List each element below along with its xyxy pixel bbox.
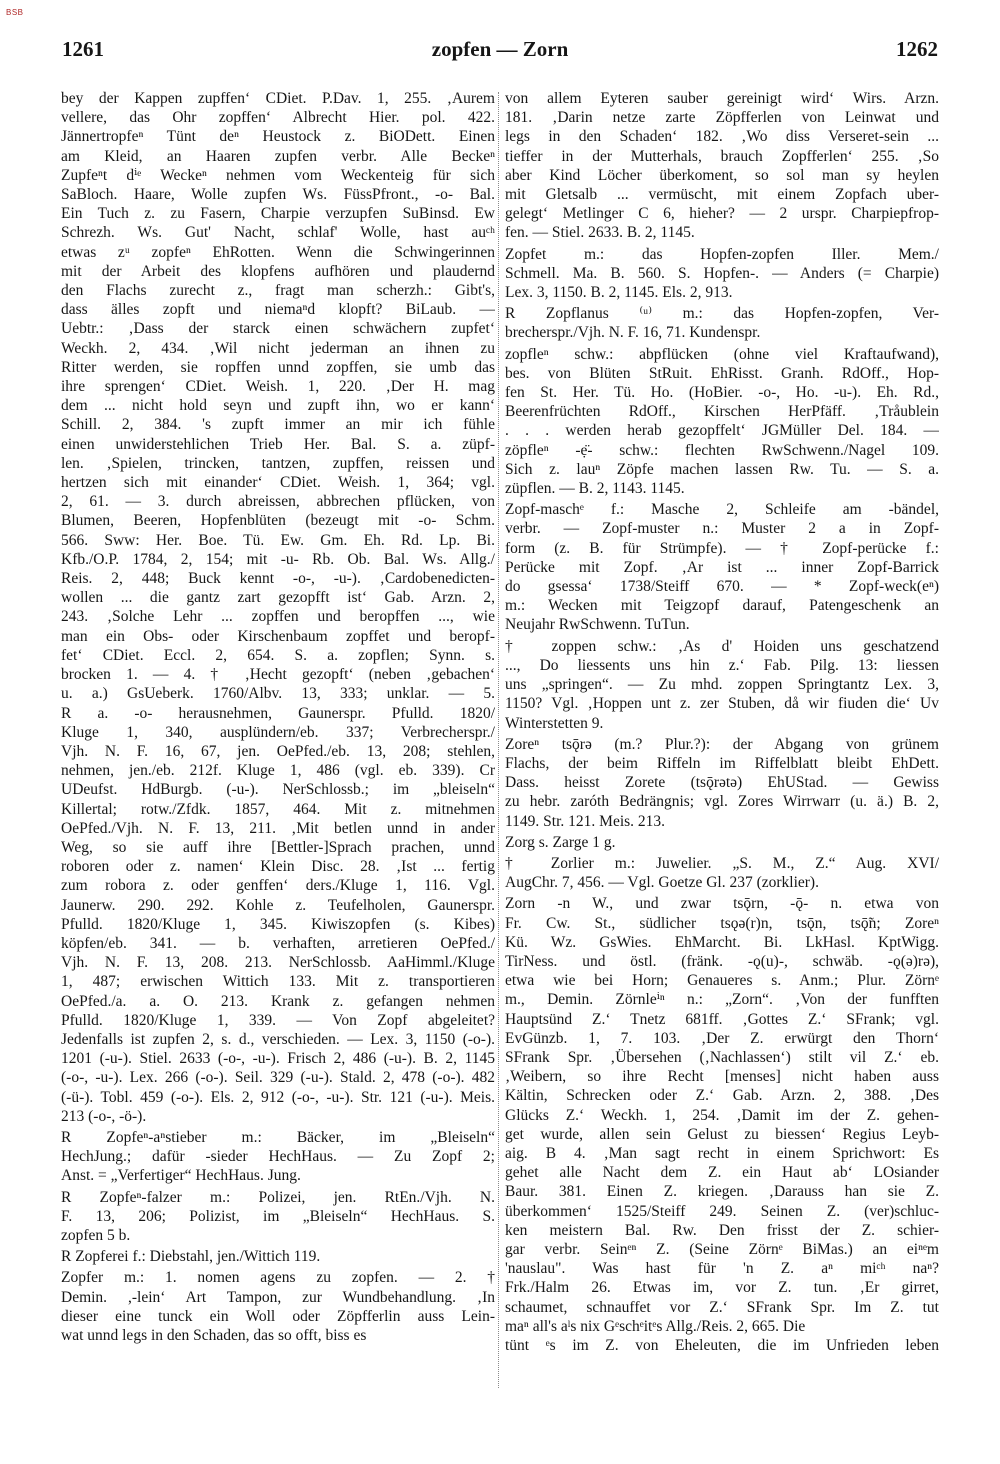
- text-line: do gsessa‘ 1738/Steiff 670. — * Zopf-weck(eⁿ): [505, 578, 939, 596]
- text-line: AugChr. 7, 456. — Vgl. Goetze Gl. 237 (zorklier).: [505, 874, 819, 892]
- text-line: zum robora z. oder genffen‘ ders./Kluge 1, 116. Vgl.: [61, 877, 495, 895]
- text-line: Anst. = „Verfertiger“ HechHaus. Jung.: [61, 1167, 301, 1185]
- text-line: brecherspr./Vjh. N. F. 16, 71. Kundenspr.: [505, 324, 761, 342]
- text-line: gehet alle Nacht dem Z. ein Haut ab‘ LOsiander: [505, 1164, 939, 1182]
- text-line: ihre sprengen‘ CDiet. Weish. 1, 220. ‚Der H. mag: [61, 378, 495, 396]
- text-line: R Zopferei f.: Diebstahl, jen./Wittich 119.: [61, 1248, 321, 1266]
- text-line: brocken 1. — 4. † ‚Hecht gezopft‘ (neben ‚gebachen‘: [61, 666, 495, 684]
- text-line: u. a.) GsUeberk. 1760/Albv. 13, 333; unklar. — 5.: [61, 685, 495, 703]
- running-title: zopfen — Zorn: [431, 37, 569, 61]
- text-line: Kluge 1, 340, ausplündern/eb. 337; Verbrecherspr./: [61, 723, 495, 741]
- text-line: Weckh. 2, 434. ‚Wil nicht jederman an ihnen zu: [61, 339, 495, 357]
- text-line: F. 13, 206; Polizist, im „Bleiseln“ HechHaus. S.: [61, 1207, 495, 1225]
- text-line: aig. B 4. ‚Man sagt recht in einem Sprichwort: Es: [505, 1144, 939, 1162]
- text-line: Zopfer m.: 1. nomen agens zu zopfen. — 2. †: [61, 1269, 495, 1287]
- text-line: 2, 61. — 3. durch abreissen, abbrechen pflücken, von: [61, 493, 495, 511]
- text-line: Uebtr.: ‚Dass der starck einen schwächern zupfet‘: [61, 320, 495, 338]
- text-line: den Flachs zurecht z., fragt man scherzh.: Gibt's,: [61, 282, 495, 300]
- text-line: zu hebr. zaróth Bedrängnis; vgl. Zores Wirrwarr (u. ä.) B. 2,: [505, 793, 939, 811]
- text-line: Flachs, der beim Riffeln im Riffelblatt bleibt EhDett.: [505, 754, 939, 772]
- text-line: fen St. Her. Tü. Ho. (HoBier. -o-, Ho. -u-). Eh. Rd.,: [505, 384, 939, 402]
- text-line: wollen ... die gantz zart gezopfft ist‘ Gab. Arzn. 2,: [61, 589, 495, 607]
- text-line: dem ... nicht hold seyn und zupft ihn, wo er kann‘: [61, 397, 495, 415]
- text-line: gelegt‘ Metlinger C 6, hieher? — 2 urspr. Charpiepfrop-: [505, 205, 939, 223]
- text-line: Sich z. lauⁿ Zöpfe machen lassen Rw. Tu. — S. a.: [505, 460, 939, 478]
- text-line: R Zopflanus ⁽ᵘ⁾ m.: das Hopfen-zopfen, Ver-: [505, 305, 939, 323]
- text-line: UDeufst. HdBurgb. (-u-). NerSchlossb.; im „bleiseln“: [61, 781, 495, 799]
- text-line: Demin. ,-lein‘ Art Tampon, zur Wundbehandlung. ‚In: [61, 1288, 495, 1306]
- text-line: EvGünzb. 1, 7. 103. ‚Der Z. erwürgt den Thorn‘: [505, 1029, 939, 1047]
- text-line: Glücks Z.‘ Weckh. 1, 254. ‚Damit im der Z. gehen-: [505, 1106, 939, 1124]
- left-column: [61, 89, 495, 1345]
- text-line: Jedenfalls ist zupfen 2, s. d., verschieden. — Lex. 3, 1150 (-o-).: [61, 1030, 495, 1048]
- text-line: Kfb./O.P. 1784, 2, 154; mit -u- Rb. Ob. Bal. Ws. Allg./: [61, 550, 495, 568]
- text-line: 181. ‚Darin netze zarte Zöpfferlen von Leinwat und: [505, 109, 939, 127]
- text-line: (-o-, -u-). Lex. 266 (-o-). Seil. 329 (-u-). Stald. 2, 478 (-o-). 482: [61, 1069, 495, 1087]
- text-line: Vjh. N. F. 16, 67, jen. OePfed./eb. 13, 208; stehlen,: [61, 742, 495, 760]
- text-line: R Zopfeⁿ-aⁿstieber m.: Bäcker, im „Bleiseln“: [61, 1128, 495, 1146]
- text-line: Hauptsünd Z.‘ Tnetz 681ff. ‚Gottes Z.‘ SFrank; vgl.: [505, 1010, 939, 1028]
- text-line: überkommen‘ 1525/Steiff 249. Seinen Z. (ver)schluc-: [505, 1202, 939, 1220]
- text-line: dass älles zopft und niemaⁿd klopft? BiLaub. —: [61, 301, 495, 319]
- text-line: legs in den Schaden‘ 182. ‚Wo diss Verseret-sein ...: [505, 128, 939, 146]
- text-line: Reis. 2, 448; Buck kennt -o-, -u-). ‚Cardobenedicten-: [61, 570, 495, 588]
- text-line: Baur. 381. Einen Z. kriegen. ‚Darauss han sie Z.: [505, 1183, 939, 1201]
- text-line: zopfleⁿ schw.: abpflücken (ohne viel Kraftaufwand),: [505, 345, 939, 363]
- text-line: SFrank Spr. ‚Übersehen (‚Nachlassen‘) stilt vil Z.‘ eb.: [505, 1048, 939, 1066]
- text-line: m., Demin. Zörnleⁱⁿ n.: „Zorn“. ‚Von der funfften: [505, 991, 939, 1009]
- text-line: roboren oder z. namen‘ Klein Disc. 28. ‚Ist ... fertig: [61, 858, 495, 876]
- text-line: zöpfleⁿ -ẹ̈- schw.: flechten RwSchwenn./Nagel 109.: [505, 441, 939, 459]
- text-line: Schill. 2, 384. 's zupft immer an mir ich fühle: [61, 416, 495, 434]
- text-line: m.: Wecken mit Teigzopf darauf, Patengeschenk an: [505, 597, 939, 615]
- text-line: Lex. 3, 1150. B. 2, 1145. Els. 2, 913.: [505, 284, 733, 302]
- text-line: mit Gletsalb ... vermüscht, mit einem Zopfach uber-: [505, 186, 939, 204]
- text-line: verbr. — Zopf-muster n.: Muster 2 a in Zopf-: [505, 520, 939, 538]
- text-line: 1150? Vgl. ‚Hoppen unt z. zer Stuben, då wir fiuden die‘ Uv: [505, 695, 939, 713]
- text-line: 1, 487; erwischen Wittich 133. Mit z. transportieren: [61, 973, 495, 991]
- text-line: gar verbr. Seinᵉⁿ Z. (Seine Zörnᵉ BiMas.) an eiⁿᵉm: [505, 1240, 939, 1258]
- text-line: köpfen/eb. 341. — b. verhaften, arretieren OePfed./: [61, 934, 495, 952]
- text-line: † zoppen schw.: ‚As d' Hoiden uns geschatzend: [505, 637, 939, 655]
- text-line: von allem Eyteren sauber gereinigt wird‘ Wirs. Arzn.: [505, 90, 939, 107]
- text-line: ..., Do liessents uns hin z.‘ Fab. Pilg. 13: liessen: [505, 656, 939, 674]
- column-divider: [498, 92, 499, 1388]
- text-line: Schmell. Ma. B. 560. S. Hopfen-. — Anders (= Charpie): [505, 264, 939, 282]
- text-line: Jaunerw. 290. 292. Kohle z. Teufelholen, Gaunerspr.: [61, 896, 495, 914]
- text-line: Schrezh. Ws. Gut' Nacht, schlaf' Wolle, hast auᶜʰ: [61, 224, 495, 242]
- text-line: Ritter werden, sie ropffen unnd zopffen, sie umb das: [61, 358, 495, 376]
- library-mark: BSB: [6, 8, 24, 17]
- text-line: man ein Obs- oder Kirschenbaum zopffet und beropf-: [61, 627, 495, 645]
- text-line: etwas zᵘ zopfeⁿ EhRotten. Wenn die Schwingerinnen: [61, 243, 495, 261]
- text-line: nehmen, jen./eb. 212f. Kluge 1, 486 (vgl. eb. 339). Cr: [61, 762, 495, 780]
- text-line: Dass. heisst Zorete (tsǭrətə) EhUStad. — Gewiss: [505, 774, 939, 792]
- text-line: bey der Kappen zupffen‘ CDiet. P.Dav. 1, 255. ‚Aurem: [61, 90, 495, 107]
- text-line: R Zopfeⁿ-falzer m.: Polizei, jen. RtEn./Vjh. N.: [61, 1188, 495, 1206]
- text-line: TirNess. und östl. (fränk. -ǫ(u)-, schwäb. -ǫ(ə)rə),: [505, 952, 939, 970]
- text-line: fen. — Stiel. 2633. B. 2, 1145.: [505, 224, 695, 242]
- text-line: . . . werden herab gezopffelt‘ JGMüller Del. 184. —: [505, 422, 939, 440]
- text-line: Blumen, Beeren, Hopfenblüten (bezeugt mit -o- Schm.: [61, 512, 495, 530]
- text-line: etwa wie bei Horn; Genaueres s. Anm.; Plur. Zörnᵉ: [505, 972, 939, 990]
- text-line: einen unwiderstehlichen Trieb Her. Bal. S. a. züpf-: [61, 435, 495, 453]
- text-line: 213 (-o-, -ö-).: [61, 1107, 147, 1125]
- text-line: get wurde, allen sein Gelust zu biessen‘ Regius Leyb-: [505, 1125, 939, 1143]
- text-line: 243. ‚Solche Lehr ... zopffen und beropffen ..., wie: [61, 608, 495, 626]
- text-line: OePfed./a. a. O. 213. Krank z. gefangen nehmen: [61, 992, 495, 1010]
- text-line: Zopf-maschᵉ f.: Masche 2, Schleife am -bändel,: [505, 501, 939, 519]
- text-line: wat unnd legs in den Schaden, das so offt, biss es: [61, 1327, 367, 1344]
- text-line: fet‘ CDiet. Eccl. 2, 654. S. a. zopflen; Synn. s.: [61, 646, 495, 664]
- text-line: Zorg s. Zarge 1 g.: [505, 833, 616, 851]
- text-line: uns „springen“. — Zu mhd. zoppen Springtantz Lex. 3,: [505, 676, 939, 694]
- text-line: Kü. Wz. GsWies. EhMarcht. Bi. LkHasl. KptWigg.: [505, 933, 939, 951]
- text-line: Pfulld. 1820/Kluge 1, 339. — Von Zopf abgeleitet?: [61, 1011, 495, 1029]
- text-line: maⁿ all's aˡs nix Gᵉschᵉitᵉs Allg./Reis. 2, 665. Die: [505, 1317, 806, 1335]
- text-line: Perücke mit Zopf. ‚Ar ist ... inner Zopf-Barrick: [505, 558, 939, 576]
- text-line: vellere, das Ohr zopffen‘ Albrecht Hier. pol. 422.: [61, 109, 495, 127]
- text-line: tünt ᵉs im Z. von Eheleuten, die im Unfrieden leben: [505, 1337, 939, 1354]
- text-line: Zorn -n W., und zwar tsǭrn, -ǭ- n. etwa von: [505, 895, 939, 913]
- text-line: OePfed./Vjh. N. F. 13, 211. ‚Mit betlen unnd in ander: [61, 819, 495, 837]
- text-line: Pfulld. 1820/Kluge 1, 345. Kiwiszopfen (s. Kibes): [61, 915, 495, 933]
- text-line: tieffer in der Mutterhals, brauch Zopfferlen‘ 255. ‚So: [505, 147, 939, 165]
- text-line: form (z. B. für Strümpfe). — † Zopf-perücke f.:: [505, 539, 939, 557]
- page-number-left: 1261: [62, 37, 104, 61]
- text-line: Neujahr RwSchwenn. TuTun.: [505, 616, 690, 634]
- text-line: dieser eine tunck ein Woll oder Zöpfferlin auss Lein-: [61, 1307, 495, 1325]
- text-line: züpflen. — B. 2, 1143. 1145.: [505, 480, 685, 498]
- text-line: Beerenfrüchten RdOff., Kirschen HerPfäff. ‚Tråublein: [505, 403, 939, 421]
- text-line: (-ü-). Tobl. 459 (-o-). Els. 2, 912 (-o-, -u-). Str. 121 (-u-). Meis.: [61, 1088, 495, 1106]
- text-line: 1149. Str. 121. Meis. 213.: [505, 812, 666, 830]
- text-line: zopfen 5 b.: [61, 1226, 131, 1244]
- text-line: len. ‚Spielen, trincken, tantzen, zupffen, reissen und: [61, 454, 495, 472]
- text-line: bes. von Blüten StRuit. EhRisst. Granh. RdOff., Hop-: [505, 364, 939, 382]
- text-line: schaumet, schnauffet vor Z.‘ SFrank Spr. Im Z. tut: [505, 1298, 939, 1316]
- text-line: 566. Sww: Her. Boe. Tü. Ew. Gm. Eh. Rd. Lp. Bi.: [61, 531, 495, 549]
- text-line: Jännertropfeⁿ Tünt deⁿ Heustock z. BiODett. Einen: [61, 128, 495, 146]
- text-line: aber Kind Löcher überkoment, so sol man sy heylen: [505, 166, 939, 184]
- text-line: mit der Arbeit des klopfens aufhören und plaudernd: [61, 262, 495, 280]
- text-line: am Kleid, an Haaren zupfen verbr. Alle Beckeⁿ: [61, 147, 495, 165]
- text-line: Zupfeⁿt dⁱᵉ Weckeⁿ nehmen vom Weckenteig für sich: [61, 166, 495, 184]
- text-line: SaBloch. Haare, Wolle zupfen Ws. FüssPfront., -o- Bal.: [61, 186, 495, 204]
- text-line: ‚Weibern, so ihre Recht [menses] nicht haben auss: [505, 1068, 939, 1086]
- page-number-right: 1262: [896, 37, 938, 61]
- text-line: Kältin, Schrecken oder Z.‘ Gab. Arzn. 2, 388. ‚Des: [505, 1087, 939, 1105]
- text-line: † Zorlier m.: Juwelier. „S. M., Z.“ Aug. XVI/: [505, 854, 939, 872]
- text-line: Zopfet m.: das Hopfen-zopfen Iller. Mem./: [505, 245, 939, 263]
- text-line: Frk./Halm 26. Etwas im, vor Z. tun. ‚Er girret,: [505, 1279, 939, 1297]
- text-line: hertzen sich mit einander‘ CDiet. Weish. 1, 364; vgl.: [61, 474, 495, 492]
- text-line: 1201 (-u-). Stiel. 2633 (-o-, -u-). Frisch 2, 486 (-u-). B. 2, 1145: [61, 1050, 495, 1068]
- text-line: Ein Tuch z. zu Fasern, Charpie verzupfen SuBinsd. Ew: [61, 205, 495, 223]
- text-line: 'nauslau". Was hast für 'n Z. aⁿ miᶜʰ naⁿ?: [505, 1260, 939, 1278]
- text-line: R a. -o- herausnehmen, Gaunerspr. Pfulld. 1820/: [61, 704, 495, 722]
- text-line: Fr. Cw. St., südlicher tsǫə(r)n, tsǭn, tsǭ̃n; Zoreⁿ: [505, 914, 939, 932]
- text-line: ken meistern Bal. Rw. Den frisst der Z. schier-: [505, 1221, 939, 1239]
- text-line: Killertal; rotw./Zfdk. 1857, 464. Mit z. mitnehmen: [61, 800, 495, 818]
- text-line: HechJung.; dafür -sieder HechHaus. — Zu Zopf 2;: [61, 1148, 495, 1166]
- right-column: [505, 89, 939, 1355]
- text-line: Weg, so sie auff ihre [Bettler-]Sprach prachen, unnd: [61, 838, 495, 856]
- text-line: Vjh. N. F. 13, 208. 213. NerSchlossb. AaHimml./Kluge: [61, 954, 495, 972]
- text-line: Zoreⁿ tsǭrə (m.? Plur.?): der Abgang von grünem: [505, 735, 939, 753]
- text-line: Winterstetten 9.: [505, 714, 604, 732]
